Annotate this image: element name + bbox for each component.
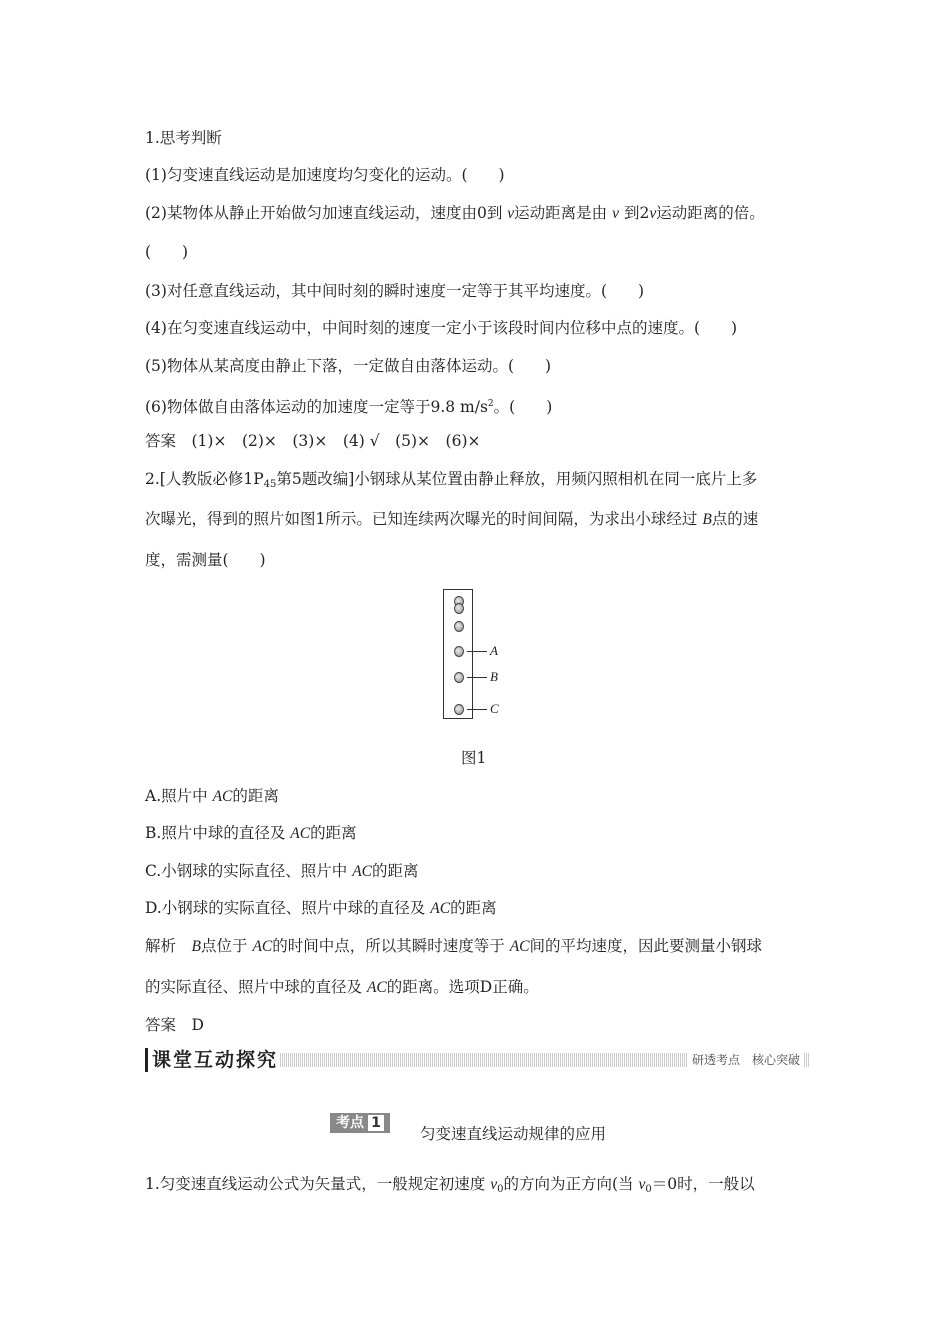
q1-item-2-paren: ( ) [145,243,189,261]
q1-item-5: (5)物体从某高度由静止下落，一定做自由落体运动。( ) [145,357,552,375]
banner-subtitle: 研透考点 核心突破 [688,1051,804,1068]
section-banner [145,1048,810,1072]
option-d: D.小钢球的实际直径、照片中球的直径及 AC的距离 [145,899,497,917]
q2-line-1: 2.[人教版必修1P45第5题改编]小钢球从某位置由静止释放，用频闪照相机在同一底片上多 [145,470,758,490]
leader-c [467,709,487,710]
option-a: A.照片中 AC的距离 [145,787,279,805]
q1-item-6: (6)物体做自由落体运动的加速度一定等于9.8 $m/s^2$。( ) [145,398,553,416]
ball-2 [454,603,464,614]
analysis-line-2: 的实际直径、照片中球的直径及 AC的距离。选项D正确。 [145,978,539,996]
leader-a [467,651,487,652]
ball-b [454,672,464,683]
q1-heading: 1.思考判断 [145,129,222,147]
ball-3 [454,621,464,632]
figure-photo-strip [443,589,473,719]
option-b: B.照片中球的直径及 AC的距离 [145,824,357,842]
kaodian-title: 匀变速直线运动规律的应用 [420,1125,607,1143]
label-c: C [490,701,499,716]
option-c: C.小钢球的实际直径、照片中 AC的距离 [145,862,419,880]
leader-b [467,677,487,678]
q2-line-3: 度，需测量( ) [145,551,266,569]
q1-answer: 答案 (1)× (2)× (3)× (4) √ (5)× (6)× [145,432,481,450]
q1-item-3: (3)对任意直线运动，其中间时刻的瞬时速度一定等于其平均速度。( ) [145,282,645,300]
q2-line-2: 次曝光，得到的照片如图1所示。已知连续两次曝光的时间间隔，为求出小球经过 B点的速 [145,510,759,528]
q1-item-4: (4)在匀变速直线运动中，中间时刻的速度一定小于该段时间内位移中点的速度。( ) [145,319,738,337]
kaodian-badge: 考点 1 [330,1113,390,1133]
q1-item-2: (2)某物体从静止开始做匀加速直线运动，速度由0到 v运动距离是由 v 到2v运动距离的倍。 [145,204,765,222]
banner-title: 课堂互动探究 [145,1048,278,1072]
q1-item-1: (1)匀变速直线运动是加速度均匀变化的运动。( ) [145,166,505,184]
label-a: A [490,643,498,658]
analysis-line-1: 解析 B点位于 AC的时间中点，所以其瞬时速度等于 AC间的平均速度，因此要测量小钢球 [145,937,763,955]
figure-caption: 图1 [461,749,487,767]
ball-a [454,646,464,657]
kaodian-number: 1 [368,1115,384,1131]
q2-answer: 答案 D [145,1016,204,1034]
body-line-1: 1.匀变速直线运动公式为矢量式，一般规定初速度 v0的方向为正方向(当 v0＝0时，一般以 [145,1175,755,1195]
ball-c [454,704,464,715]
label-b: B [490,669,498,684]
